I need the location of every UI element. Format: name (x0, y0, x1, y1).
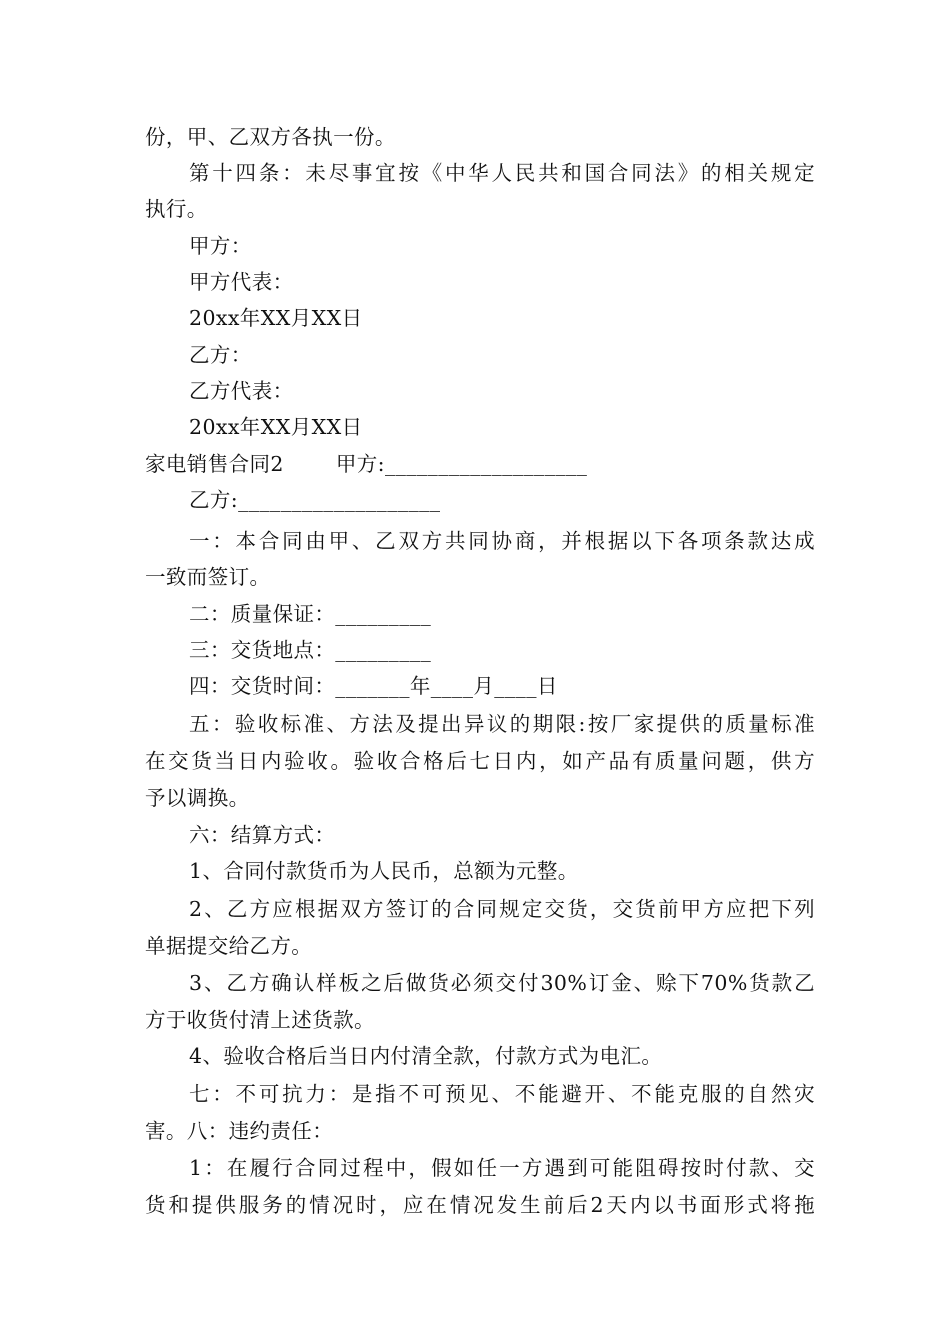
date-line: 20xx年XX月XX日 (189, 415, 363, 439)
text-line: 份，甲、乙双方各执一份。 (145, 125, 396, 149)
party-b-field: 乙方:___________________ (189, 488, 441, 512)
text-line: 甲方代表： (189, 270, 294, 294)
text-line: 执行。 (145, 197, 208, 221)
text-line: 乙方代表： (189, 379, 294, 403)
text-line: 一：本合同由甲、乙双方共同协商，并根据以下各项条款达成 (189, 529, 815, 553)
contract-title: 家电销售合同2 (145, 452, 284, 476)
text-line: 七：不可抗力：是指不可预见、不能避开、不能克服的自然灾 (189, 1082, 815, 1106)
text-line: 乙方： (189, 343, 252, 367)
text-line: 四：交货时间：_______年____月____日 (189, 674, 558, 698)
party-a-field: 甲方:___________________ (335, 452, 588, 476)
text-line: 在交货当日内验收。验收合格后七日内，如产品有质量问题，供方 (145, 749, 815, 773)
text-line: 六：结算方式： (189, 823, 336, 847)
text-line: 二：质量保证：_________ (189, 602, 432, 626)
text-line: 第十四条：未尽事宜按《中华人民共和国合同法》的相关规定 (189, 161, 815, 185)
text-line: 4、验收合格后当日内付清全款，付款方式为电汇。 (189, 1044, 663, 1068)
date-line: 20xx年XX月XX日 (189, 306, 363, 330)
text-line: 害。八：违约责任： (145, 1119, 334, 1143)
contract-title-line (145, 446, 815, 482)
text-line: 1：在履行合同过程中，假如任一方遇到可能阻碍按时付款、交 (189, 1156, 815, 1180)
text-line: 一致而签订。 (145, 565, 271, 589)
text-line: 三：交货地点：_________ (189, 638, 432, 662)
text-line: 甲方： (189, 234, 252, 258)
text-line: 2、乙方应根据双方签订的合同规定交货，交货前甲方应把下列 (189, 897, 815, 921)
text-line: 方于收货付清上述货款。 (145, 1008, 375, 1032)
text-line: 货和提供服务的情况时，应在情况发生前后2天内以书面形式将拖 (145, 1193, 815, 1217)
text-line: 1、合同付款货币为人民币，总额为元整。 (189, 859, 579, 883)
text-line: 予以调换。 (145, 786, 250, 810)
text-line: 五：验收标准、方法及提出异议的期限:按厂家提供的质量标准 (189, 712, 815, 736)
text-line: 单据提交给乙方。 (145, 934, 313, 958)
text-line: 3、乙方确认样板之后做货必须交付30%订金、赊下70%货款乙 (189, 971, 815, 995)
